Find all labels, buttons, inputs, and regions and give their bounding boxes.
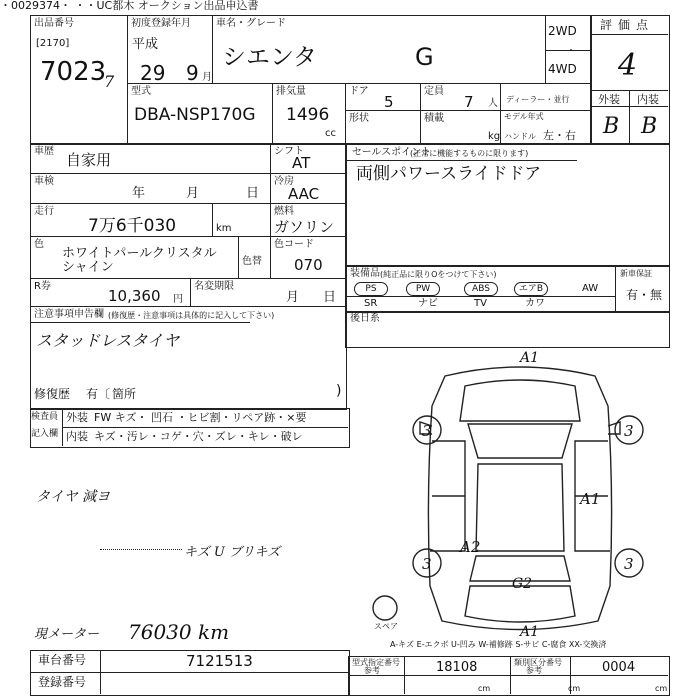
registration-year: 29 [140,61,166,85]
equip-pw: PW [406,282,440,296]
warranty-label: 新車保証 [620,269,652,278]
remarks-line1: タイヤ 減ヨ [36,489,111,505]
displacement-unit: cc [325,128,336,139]
score-value: 4 [618,48,638,83]
damage-front: A1 [520,350,540,366]
ac-value: AAC [288,185,320,203]
equip-ps: PS [354,282,388,296]
recycle-value: 10,360 [108,287,161,305]
displacement-value: 1496 [286,105,330,125]
selling-points-value: 両側パワースライドドア [356,164,542,184]
color-value-line1: ホワイトパールクリスタル [62,246,217,261]
inspection-label: 車検 [34,176,54,187]
damage-left-front-wheel: 3 [422,422,432,440]
type-designation-label: 型式指定番号 [352,658,400,667]
color-label: 色 [34,239,44,250]
deadline-day-unit: 日 [323,290,337,305]
equip-tv: TV [474,298,487,309]
fuel-label: 燃料 [274,206,294,217]
equip-aw: AW [582,283,599,294]
registration-month-unit: 月 [202,72,212,83]
dim-unit-1: cm [478,684,491,693]
handle-value: 左・右 [543,129,576,142]
selling-points-sub: (正常に機能するものに限ります) [410,149,529,158]
selling-points-label: セールスポイント [352,147,432,158]
doors-value: 5 [384,93,394,111]
drive-2wd: 2WD [548,24,577,38]
fuel-value: ガソリン [274,218,335,236]
meter-value: 76030 km [128,620,230,644]
seat-label: 後日系 [350,313,380,324]
car-damage-diagram [370,346,670,646]
bottom-legend: A-キズ E-エクボ U-凹み W-補修跡 S-サビ C-腐食 XX-交換済 [390,640,607,649]
damage-roof-rear: G2 [512,576,533,592]
plate-label: 登録番号 [38,675,87,689]
equip-airbag: エアB [514,282,548,296]
color-code-label: 色コード [274,239,314,250]
lot-number: 7023 [40,57,107,87]
legend-row2-label: 内装 [66,430,88,443]
details-block [30,143,347,410]
damage-left-rear-wheel: 3 [422,555,432,573]
car-grade: G [415,43,434,71]
equip-navi: ナビ [418,298,438,309]
legend-header2: 記入欄 [31,429,59,439]
dim-unit-3: cm [655,684,668,693]
repair-label: 修復歴 [34,387,71,401]
score-label: 評価点 [600,18,655,32]
score-exterior-label: 外装 [598,93,620,106]
score-interior: B [641,114,658,139]
load-label: 積載 [424,113,444,124]
legend-row1: FW キズ・ 凹石 ・ヒビ割・リペア跡・×要 [94,411,307,424]
dim-unit-2: cm [568,684,581,693]
seat-block [345,311,670,348]
meter-label: 現メーター [34,627,100,642]
ac-label: 冷房 [274,176,294,187]
remarks-line2: キズ U ブリキズ [184,545,281,560]
use-value: 自家用 [66,151,112,169]
equipment-sub: (純正品に限りOをつけて下さい) [380,270,497,279]
doors-label: ドア [349,86,369,97]
model-label: 型式 [131,86,151,97]
shift-label: シフト [274,146,304,157]
frame-value: 7121513 [186,652,253,670]
model-value: DBA-NSP170G [134,105,256,125]
damage-right-front-wheel: 3 [624,422,634,440]
registration-era: 平成 [132,37,159,52]
equip-sr: SR [364,298,378,309]
score-interior-label: 内装 [637,93,659,106]
category-value: 0004 [602,660,636,675]
notes-label: 注意事項申告欄 [34,309,104,320]
deadline-month-unit: 月 [286,290,300,305]
mileage-value: 7万6千030 [88,216,177,236]
shape-label: 形状 [349,113,369,124]
category-sub: 参考 [526,666,542,675]
car-name: シエンタ [222,43,318,71]
lot-hand-mark: 7 [104,72,115,91]
legend-row2: キズ・汚レ・コゲ・穴・ズレ・キレ・破レ [94,430,303,443]
type-designation-sub: 参考 [364,666,380,675]
legend-header: 検査員 [31,412,59,422]
shift-value: AT [292,154,311,172]
equipment-label: 装備品 [350,268,380,279]
lot-label: 出品番号 [34,18,74,29]
notes-value: スタッドレスタイヤ [36,331,180,350]
mileage-label: 走行 [34,206,54,217]
load-unit: kg [488,131,501,142]
equip-leather: カワ [525,298,545,309]
drive-4wd: 4WD [548,62,577,76]
recycle-label: R券 [34,281,51,292]
selling-points-block [345,143,670,267]
legend-row1-label: 外装 [66,411,88,424]
displacement-label: 排気量 [276,86,306,97]
recycle-unit: 円 [173,294,183,305]
capacity-unit: 人 [488,98,498,109]
form-header: ・0029374・ ・・UC都木 オークション出品申込書 [0,0,259,12]
top-info-block [30,15,592,145]
mileage-unit: km [216,223,232,234]
damage-right-rear-wheel: 3 [624,555,634,573]
dealer-label: ディーラー・並行 [506,95,570,104]
repair-value2: 箇所 [112,387,137,401]
lot-code: [2170] [36,38,70,49]
category-label: 類別区分番号 [514,658,562,667]
car-label: 車名・グレード [216,18,286,29]
color-code-side-label: 色替 [242,256,262,267]
deadline-label: 名変期限 [194,281,234,292]
color-code: 070 [294,256,323,274]
capacity-value: 7 [464,93,474,111]
spare-label: スペア [374,622,398,631]
repair-value: 有〔 [86,387,111,401]
damage-right-side: A1 [580,490,601,508]
inspection-day-unit: 日 [246,186,260,201]
capacity-label: 定員 [424,86,444,97]
damage-rear: A1 [520,624,540,640]
registration-month: 9 [186,61,199,85]
inspection-month-unit: 月 [186,186,200,201]
color-value-line2: シャイン [62,260,114,275]
registration-label: 初度登録年月 [131,18,191,29]
handle-label: ハンドル [504,132,536,141]
score-exterior: B [603,114,620,139]
frame-label: 車台番号 [38,653,87,667]
type-designation-value: 18108 [436,660,478,675]
equip-abs: ABS [464,282,498,296]
use-label: 車歴 [34,146,54,157]
damage-left-side: A2 [460,538,481,556]
model-year-label: モデル年式 [504,112,544,121]
notes-sub-label: (修復歴・注意事項は具体的に記入して下さい) [108,311,275,320]
inspection-year-unit: 年 [132,186,146,201]
warranty-value: 有・無 [626,288,663,302]
